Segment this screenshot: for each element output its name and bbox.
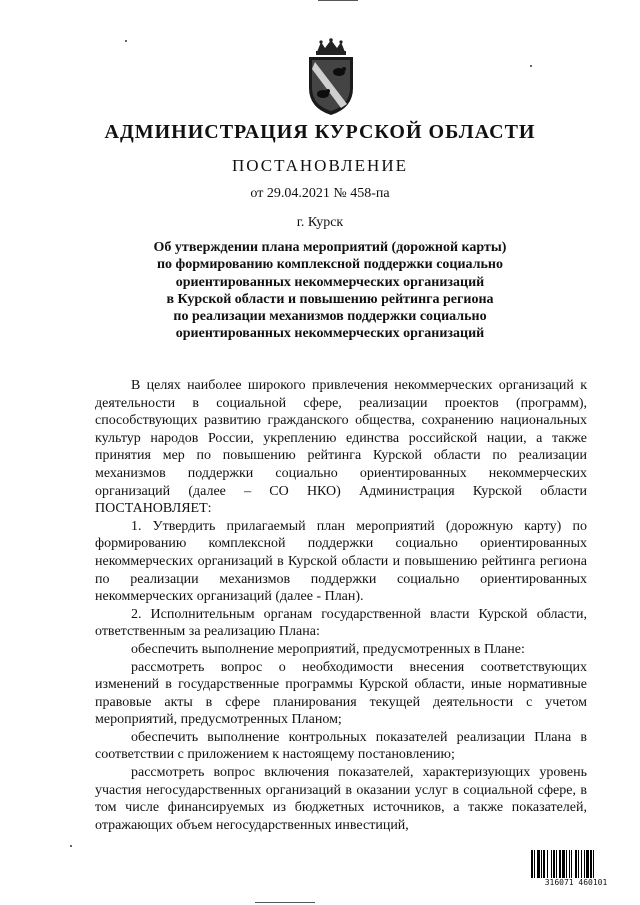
barcode-bar bbox=[575, 850, 577, 878]
document-body bbox=[95, 377, 587, 834]
scan-speck bbox=[125, 40, 127, 42]
organization-name: АДМИНИСТРАЦИЯ КУРСКОЙ ОБЛАСТИ bbox=[104, 121, 536, 143]
title-line: ориентированных некоммерческих организаций bbox=[175, 274, 485, 290]
barcode-bar bbox=[551, 850, 552, 878]
barcode-bar bbox=[534, 850, 535, 878]
scan-artifact bbox=[255, 902, 315, 903]
title-line: Об утверждении плана мероприятий (дорожной карты) bbox=[153, 240, 507, 255]
barcode-bar bbox=[584, 850, 585, 878]
body-paragraph: В целях наиболее широкого привлечения некоммерческих организаций к деятельности в социальной сфере, реализации проектов (программ), способствующих развитию гражданского общества, сохранению национальных культур народов России, укреплению единства российской нации, а также принятия мер по повышению рейтинга Курской области по реализации механизмов поддержки социально ориентированных некоммерческих организаций (далее – СО НКО) Администрация Курской области ПОСТАНОВЛЯЕТ: bbox=[95, 378, 587, 517]
barcode-bar bbox=[571, 850, 572, 878]
date-and-number: от 29.04.2021 № 458-па bbox=[250, 186, 390, 201]
body-paragraph: обеспечить выполнение контрольных показателей реализации Плана в соответствии с приложением к настоящему постановлению; bbox=[95, 729, 587, 763]
scan-speck bbox=[70, 845, 72, 847]
barcode-bar bbox=[593, 850, 594, 878]
barcode-bar bbox=[559, 850, 561, 878]
title-line: ориентированных некоммерческих организаций bbox=[175, 326, 485, 342]
barcode-bar bbox=[547, 850, 548, 878]
barcode-bar bbox=[531, 850, 533, 878]
document-type: ПОСТАНОВЛЕНИЕ bbox=[231, 156, 408, 175]
body-paragraph: обеспечить выполнение мероприятий, предусмотренных в Плане: bbox=[131, 641, 525, 657]
barcode-bar bbox=[562, 850, 565, 878]
city: г. Курск bbox=[296, 215, 344, 230]
barcode bbox=[530, 850, 622, 890]
barcode-number: 316071 460101 bbox=[530, 878, 622, 887]
title-line: в Курской области и повышению рейтинга региона bbox=[166, 291, 494, 307]
barcode-bar bbox=[578, 850, 579, 878]
title-line: по формированию комплексной поддержки социально bbox=[156, 257, 503, 273]
body-paragraph: 1. Утвердить прилагаемый план мероприятий (дорожную карту) по формированию комплексной поддержки социально ориентированных некоммерческих организаций в Курской области и повышению рейтинга региона по реализации механизмов поддержки социально ориентированных некоммерческих организаций (далее - План). bbox=[95, 518, 587, 605]
scan-artifact bbox=[318, 0, 358, 1]
document-title bbox=[120, 239, 540, 343]
body-paragraph: рассмотреть вопрос о необходимости внесения соответствующих изменений в государственные программы Курской области, иные нормативные правовые акты в сфере планирования текущей деятельности с учетом мероприятий, предусмотренных Планом; bbox=[95, 659, 587, 728]
barcode-bar bbox=[566, 850, 567, 878]
barcode-bar bbox=[581, 850, 582, 878]
barcode-bar bbox=[537, 850, 540, 878]
barcode-bars bbox=[530, 850, 622, 878]
coat-of-arms-emblem bbox=[301, 38, 361, 118]
title-line: по реализации механизмов поддержки социально bbox=[173, 309, 487, 325]
barcode-bar bbox=[590, 850, 592, 878]
barcode-bar bbox=[543, 850, 545, 878]
barcode-bar bbox=[569, 850, 570, 878]
barcode-bar bbox=[553, 850, 555, 878]
barcode-bar bbox=[586, 850, 589, 878]
barcode-bar bbox=[541, 850, 542, 878]
body-paragraph: рассмотреть вопрос включения показателей, характеризующих уровень участия негосударственных организаций в оказании услуг в социальной сфере, в том числе финансируемых из бюджетных источников, а также показателей, отражающих объем негосударственных инвестиций, bbox=[95, 765, 587, 833]
barcode-bar bbox=[556, 850, 557, 878]
body-paragraph: 2. Исполнительным органам государственной власти Курской области, ответственным за реализацию Плана: bbox=[95, 606, 587, 640]
scan-speck bbox=[530, 65, 532, 67]
